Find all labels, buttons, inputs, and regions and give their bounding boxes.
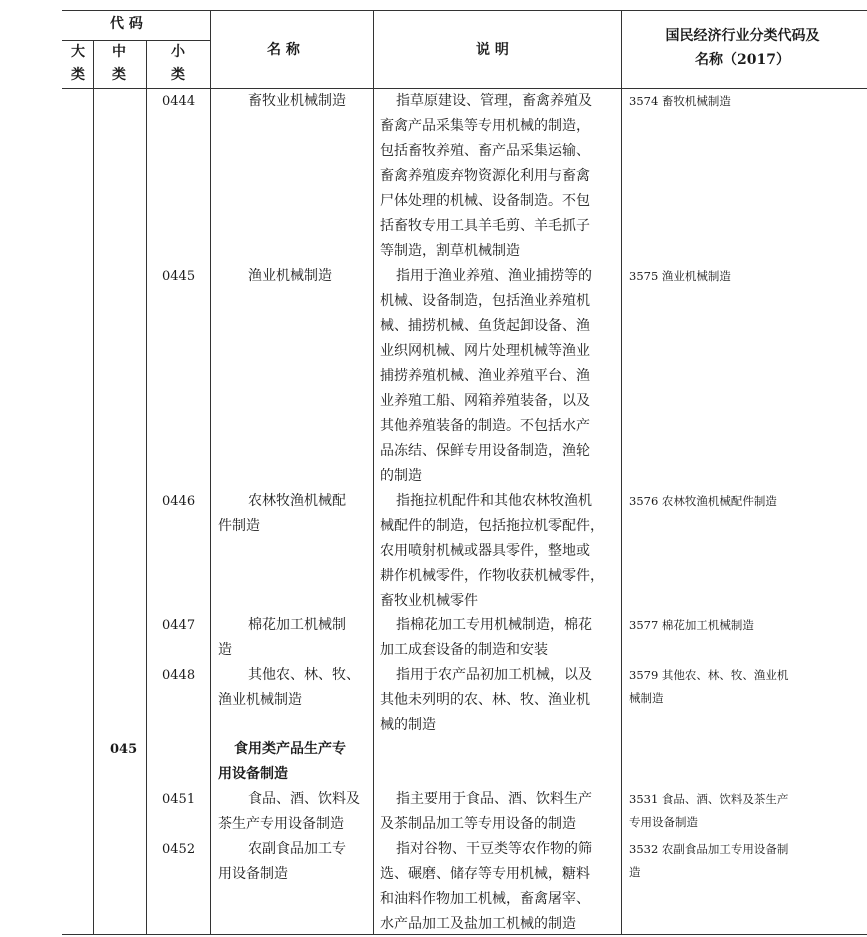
- col-divider-description: [621, 10, 622, 935]
- item-description: 指对谷物、干豆类等农作物的筛 选、碾磨、储存等专用机械，糖料 和油料作物加工机械，畜禽屠宰、 水产品加工及盐加工机械的制造: [380, 841, 592, 932]
- item-name: 食品、酒、饮料及 茶生产专用设备制造: [218, 791, 360, 832]
- header-middle: 中 类: [112, 44, 126, 83]
- ref-code: 3576 农林牧渔机械配件制造: [629, 494, 777, 508]
- middle-code: 045: [110, 742, 138, 757]
- header-description: 说 明: [476, 42, 509, 58]
- ref-code: 3577 棉花加工机械制造: [629, 618, 754, 632]
- item-description: 指用于农产品初加工机械，以及 其他未列明的农、林、牧、渔业机 械的制造: [380, 667, 592, 733]
- ref-code: 3532 农副食品加工专用设备制 造: [629, 842, 789, 879]
- minor-code: 0451: [162, 792, 196, 807]
- header-major: 大 类: [71, 44, 85, 83]
- item-name: 渔业机械制造: [248, 268, 332, 284]
- minor-code: 0447: [162, 618, 196, 633]
- col-divider-major: [93, 40, 94, 935]
- col-divider-middle: [146, 40, 147, 935]
- ref-code: 3579 其他农、林、牧、渔业机 械制造: [629, 668, 789, 705]
- ref-code: 3574 畜牧机械制造: [629, 94, 731, 108]
- item-name: 棉花加工机械制 造: [218, 617, 346, 658]
- ref-code: 3531 食品、酒、饮料及茶生产 专用设备制造: [629, 792, 789, 829]
- col-divider-minor: [210, 10, 211, 935]
- ref-code: 3575 渔业机械制造: [629, 269, 731, 283]
- minor-code: 0446: [162, 494, 196, 509]
- item-description: 指草原建设、管理，畜禽养殖及 畜禽产品采集等专用机械的制造， 包括畜牧养殖、畜产品采集运输、 畜禽养殖废弃物资源化利用与畜禽 尸体处理的机械、设备制造。不包 括畜牧专用工具羊毛剪、羊毛抓子 等制造，割草机械制造: [380, 93, 592, 259]
- item-name: 农副食品加工专 用设备制造: [218, 841, 346, 882]
- header-name: 名 称: [267, 42, 300, 58]
- minor-code: 0448: [162, 668, 196, 683]
- table-top-border: [62, 10, 867, 11]
- item-name: 农林牧渔机械配 件制造: [218, 493, 346, 534]
- header-code: 代 码: [110, 16, 143, 32]
- item-description: 指棉花加工专用机械制造，棉花 加工成套设备的制造和安装: [380, 617, 592, 658]
- item-description: 指用于渔业养殖、渔业捕捞等的 机械、设备制造，包括渔业养殖机 械、捕捞机械、鱼货起卸设备、渔 业织网机械、网片处理机械等渔业 捕捞养殖机械、渔业养殖平台、渔 业养殖工船、网箱养殖装备，以及 其他养殖装备的制造。不包括水产 品冻结、保鲜专用设备制造，渔轮 的制造: [380, 268, 592, 484]
- header-minor: 小 类: [171, 44, 185, 83]
- header-ref: 国民经济行业分类代码及 名称（2017）: [665, 28, 820, 68]
- item-name: 畜牧业机械制造: [248, 93, 346, 109]
- col-divider-name: [373, 10, 374, 935]
- minor-code: 0444: [162, 94, 196, 109]
- item-description: 指主要用于食品、酒、饮料生产 及茶制品加工等专用设备的制造: [380, 791, 592, 832]
- item-description: 指拖拉机配件和其他农林牧渔机 械配件的制造，包括拖拉机零配件， 农用喷射机械或器具零件，整地或 耕作机械零件，作物收获机械零件， 畜牧业机械零件: [380, 493, 604, 609]
- group-name: 食用类产品生产专 用设备制造: [218, 741, 346, 782]
- item-name: 其他农、林、牧、 渔业机械制造: [218, 667, 360, 708]
- minor-code: 0452: [162, 842, 196, 857]
- minor-code: 0445: [162, 269, 196, 284]
